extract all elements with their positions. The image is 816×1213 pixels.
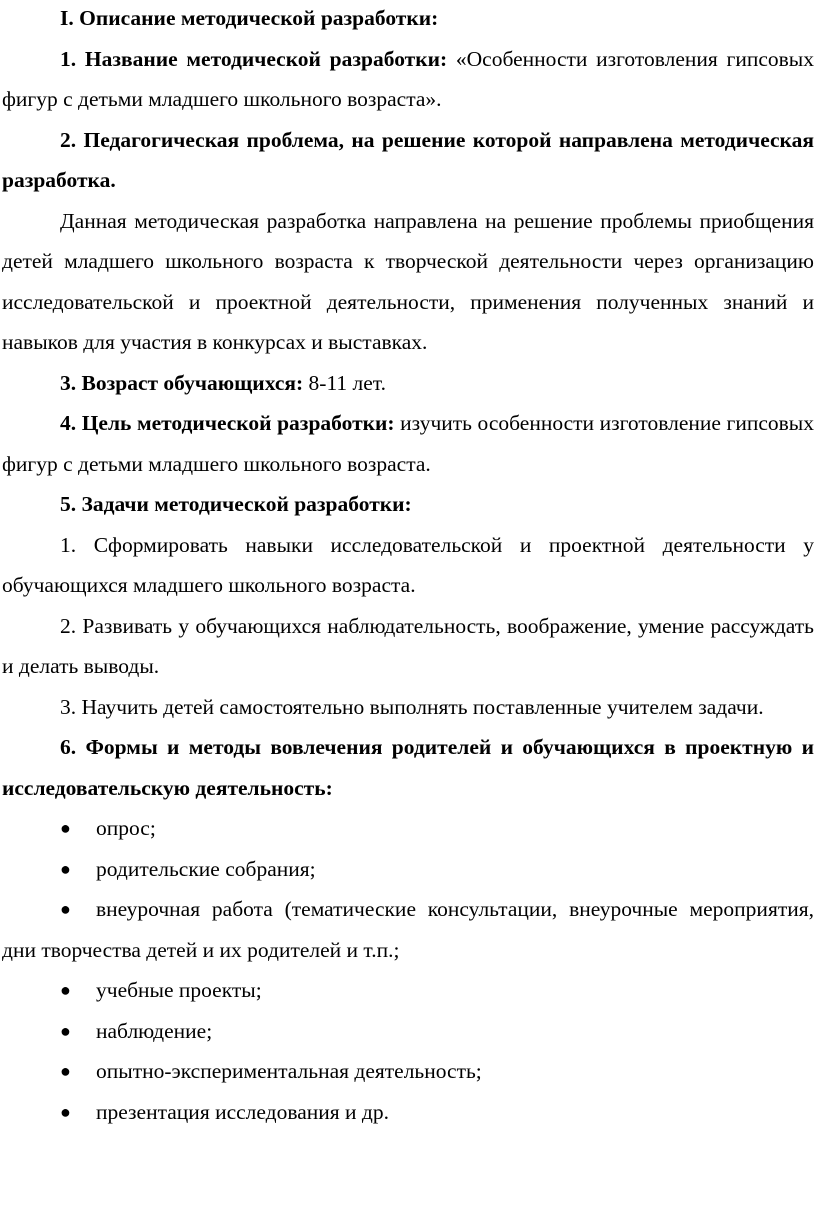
bullet-item: [2, 849, 814, 890]
bullet-icon: ●: [60, 1101, 71, 1122]
item-3-text: 8-11 лет.: [303, 370, 386, 395]
item-3-paragraph: [2, 363, 814, 404]
item-1-text: «Особенности изготовления гипсовых фигур с детьми младшего школьного возраста».: [2, 46, 814, 111]
bullet-icon: ●: [60, 1020, 71, 1041]
item-6-heading: 6. Формы и методы вовлечения родителей и обучающихся в проектную и исследовательскую деятельность:: [2, 735, 814, 800]
bullet-item: [2, 1011, 814, 1052]
bullet-icon: ●: [60, 818, 71, 838]
item-1-paragraph: [2, 39, 814, 120]
item-1-label: 1. Название методической разработки:: [60, 46, 448, 71]
bullet-icon: ●: [60, 858, 71, 879]
bullet-icon: ●: [60, 1061, 71, 1081]
bullet-text: презентация исследования и др.: [96, 1099, 389, 1124]
bullet-text: наблюдение;: [96, 1018, 213, 1043]
bullet-text: учебные проекты;: [96, 978, 262, 1002]
task-2: 2. Развивать у обучающихся наблюдательность, воображение, умение рассуждать и делать выводы.: [2, 613, 814, 678]
bullet-text: родительские собрания;: [96, 856, 316, 881]
bullet-icon: ●: [60, 899, 71, 919]
bullet-item: [2, 889, 814, 970]
item-4-paragraph: [2, 403, 814, 484]
bullet-text: опытно-экспериментальная деятельность;: [96, 1059, 482, 1083]
item-3-label: 3. Возраст обучающихся:: [60, 370, 304, 395]
problem-paragraph: Данная методическая разработка направлена на решение проблемы приобщения детей младшего школьного возраста к творческой деятельности через организацию исследовательской и проектной деятельности, применения полученных знаний и навыков для участия в конкурсах и выставках.: [2, 208, 814, 354]
bullet-text: опрос;: [96, 816, 156, 840]
bullet-item: [2, 1051, 814, 1092]
bullet-text: внеурочная работа (тематические консультации, внеурочные мероприятия, дни творчества детей и их родителей и т.п.;: [2, 897, 814, 962]
item-4-label: 4. Цель методической разработки:: [60, 411, 395, 435]
item-4-text: изучить особенности изготовление гипсовых фигур с детьми младшего школьного возраста.: [2, 411, 814, 476]
item-2-heading: 2. Педагогическая проблема, на решение которой направлена методическая разработка.: [2, 127, 814, 192]
task-3: 3. Научить детей самостоятельно выполнять поставленные учителем задачи.: [60, 694, 764, 719]
bullet-icon: ●: [60, 980, 71, 1000]
task-1: 1. Сформировать навыки исследовательской и проектной деятельности у обучающихся младшего школьного возраста.: [2, 532, 814, 597]
section-title: I. Описание методической разработки:: [60, 6, 439, 30]
item-5-heading: 5. Задачи методической разработки:: [60, 492, 412, 516]
bullet-item: [2, 1092, 814, 1133]
bullet-item: [2, 970, 814, 1011]
bullet-item: [2, 808, 814, 849]
